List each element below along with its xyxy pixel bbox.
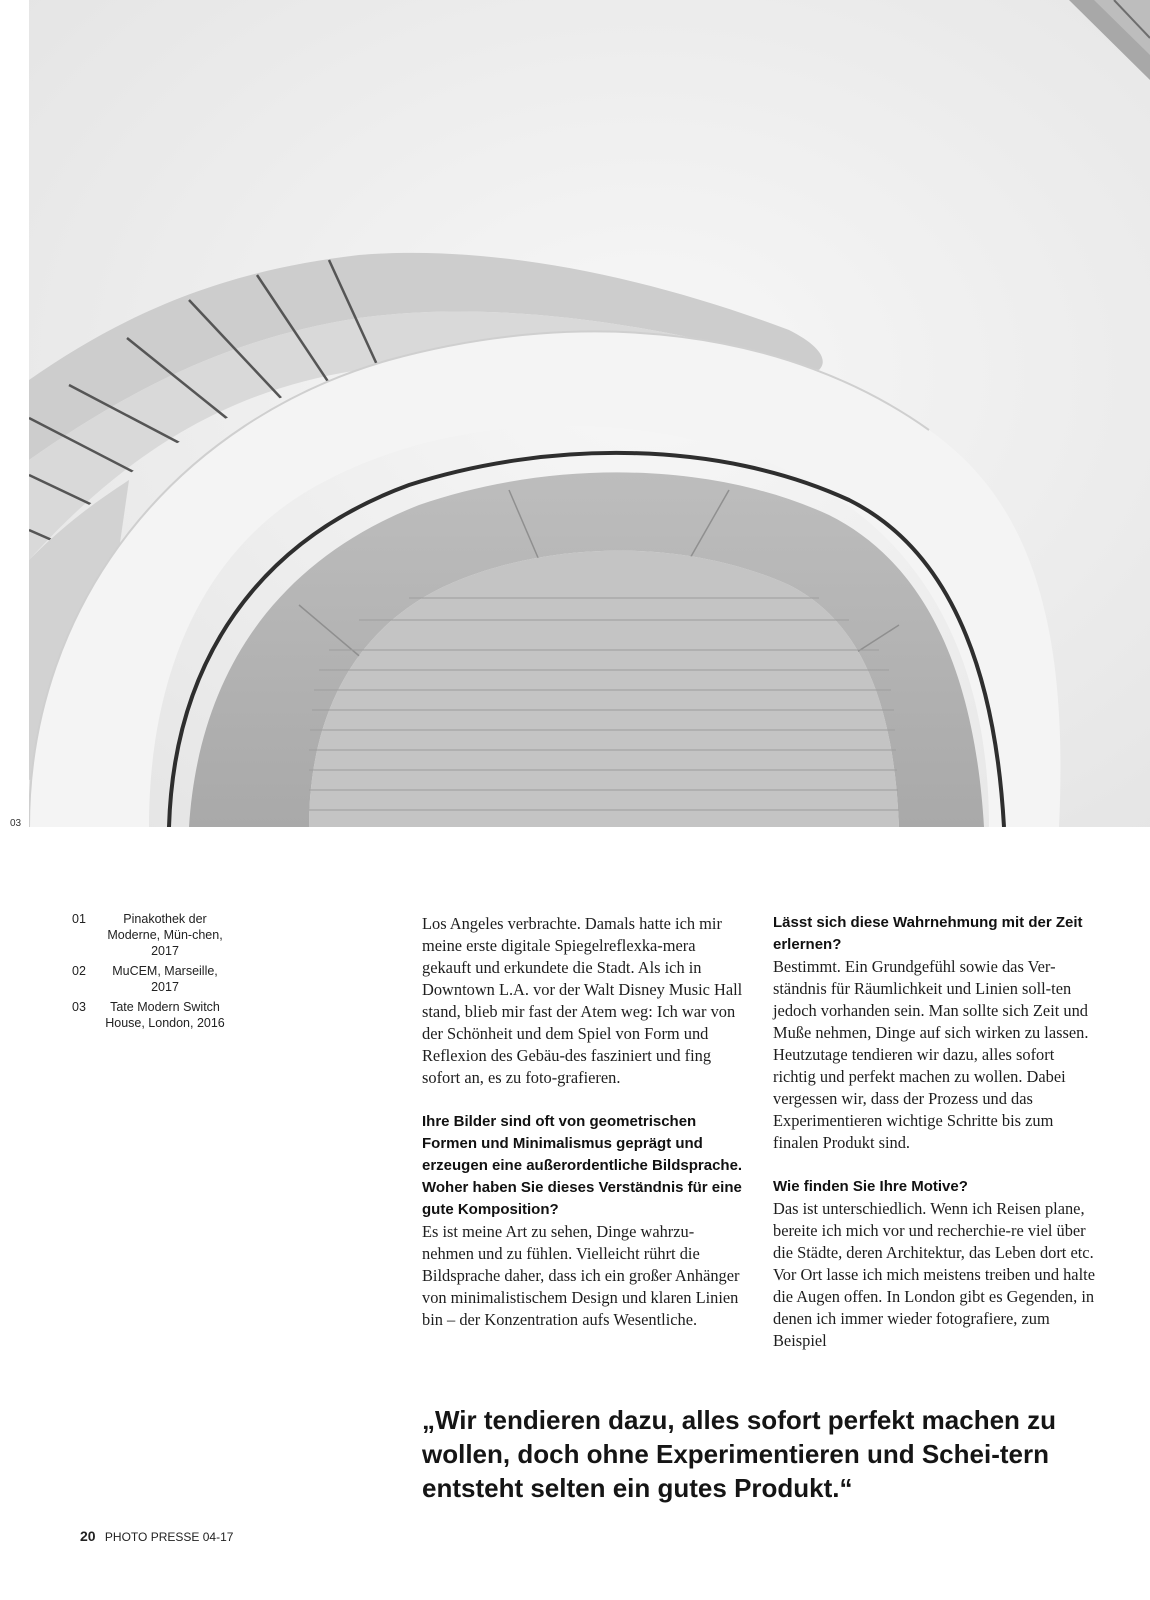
caption-text: Pinakothek der Moderne, Mün-chen, 2017 — [107, 912, 223, 958]
interview-question: Ihre Bilder sind oft von geometrischen Formen und Minimalismus geprägt und erzeugen eine außerordentliche Bildsprache. Woher haben Sie dieses Verständnis für eine gute Komposition? — [422, 1113, 743, 1218]
caption-item — [72, 963, 232, 995]
page-number: 20 — [80, 1528, 96, 1544]
magazine-issue: PHOTO PRESSE 04-17 — [104, 1530, 234, 1544]
body-paragraph: Es ist meine Art zu sehen, Dinge wahrzu-nehmen und zu fühlen. Vielleicht rührt die Bildsprache daher, dass ich ein großer Anhänger von minimalistischem Design und klaren Linien bin – der Konzentration aufs Wesentliche. — [422, 1222, 740, 1329]
interview-question: Lässt sich diese Wahrnehmung mit der Zeit erlernen? — [773, 914, 1083, 953]
caption-text: Tate Modern Switch House, London, 2016 — [105, 1000, 225, 1030]
article-column-1 — [422, 913, 744, 1331]
staircase-illustration — [29, 0, 1150, 827]
pull-quote: „Wir tendieren dazu, alles sofort perfekt machen zu wollen, doch ohne Experimentieren und Schei-tern entsteht selten ein gutes Produkt.“ — [422, 1405, 1057, 1503]
page-footer — [80, 1528, 233, 1544]
body-paragraph: Das ist unterschiedlich. Wenn ich Reisen plane, bereite ich mich vor und recherchie-re viel über die Städte, deren Architektur, das Leben dort etc. Vor Ort lasse ich mich meistens treiben und halte die Augen offen. In London gibt es Gegenden, in denen ich immer wieder fotografiere, zum Beispiel — [773, 1199, 1095, 1350]
photo-captions — [72, 911, 232, 1035]
caption-item — [72, 999, 232, 1031]
interview-question: Wie finden Sie Ihre Motive? — [773, 1178, 968, 1195]
caption-number: 01 — [72, 912, 86, 926]
caption-number: 03 — [72, 1000, 86, 1014]
body-paragraph: Bestimmt. Ein Grundgefühl sowie das Ver-ständnis für Räumlichkeit und Linien soll-ten jedoch vorhanden sein. Man sollte sich Zeit und Muße nehmen, Dinge auf sich wirken zu lassen. Heutzutage tendieren wir dazu, alles sofort richtig und perfekt machen zu wollen. Dabei vergessen wir, dass der Prozess und das Experimentieren wichtige Schritte bis zum finalen Produkt sind. — [773, 957, 1089, 1152]
photo-number-label: 03 — [10, 818, 22, 829]
caption-item — [72, 911, 232, 959]
caption-number: 02 — [72, 964, 86, 978]
caption-text: MuCEM, Marseille, 2017 — [112, 964, 218, 994]
spiral-staircase-photo — [29, 0, 1150, 827]
body-paragraph: Los Angeles verbrachte. Damals hatte ich mir meine erste digitale Spiegelreflexka-mera gekauft und erkundete die Stadt. Als ich in Downtown L.A. vor der Walt Disney Music Hall stand, blieb mir fast der Atem weg: Ich war von der Schönheit und dem Spiel von Form und Reflexion des Gebäu-des fasziniert und fing sofort an, es zu foto-grafieren. — [422, 914, 743, 1087]
article-column-2 — [773, 912, 1095, 1352]
